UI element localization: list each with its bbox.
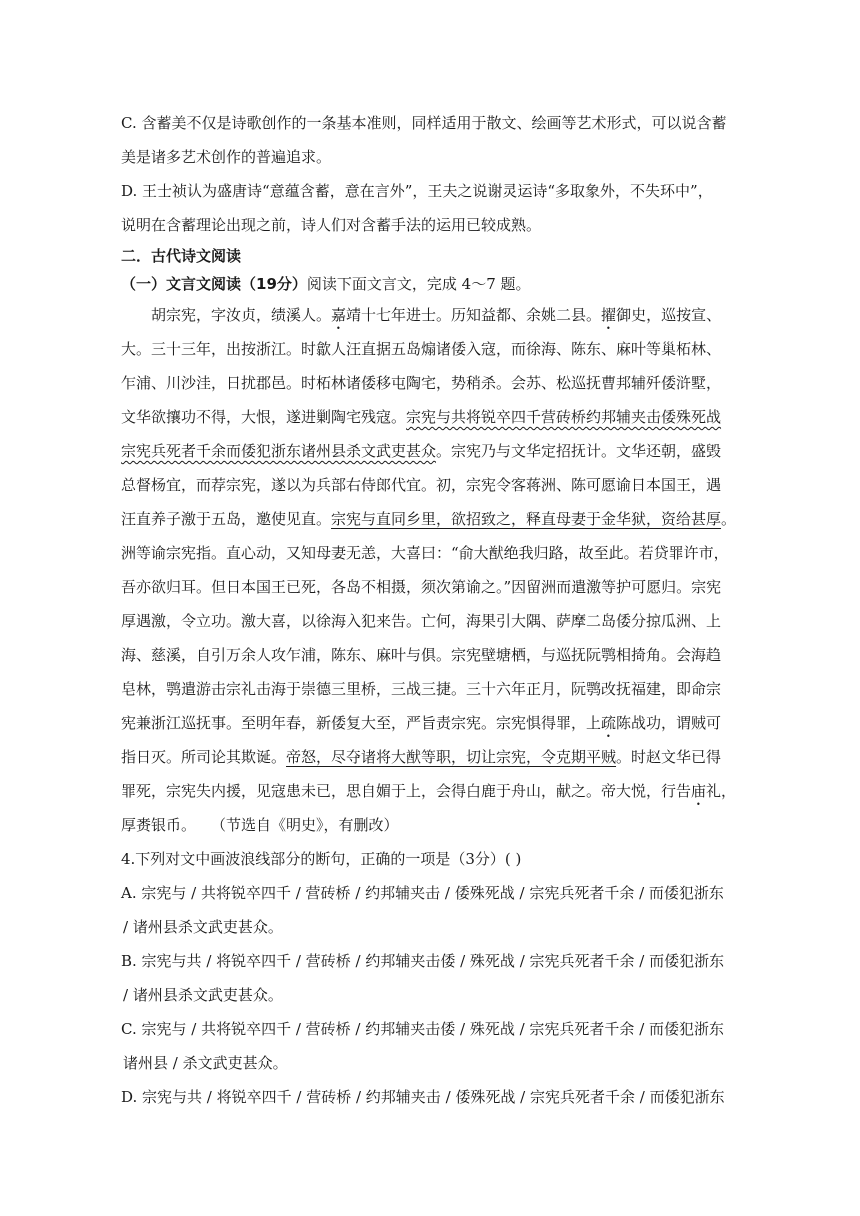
passage-line	[121, 434, 741, 468]
q4-option-a-line1: A. 宗宪与 / 共将锐卒四千 / 营砖桥 / 约邦辅夹击 / 倭殊死战 / 宗宪兵死者千余 / 而倭犯浙东	[121, 884, 724, 902]
passage-text: 靖十七年进士。历知益都、余姚二县。	[346, 306, 602, 324]
wavy-underlined-text: 宗宪兵死者千余而倭犯浙东诸州县杀文武吏甚众	[121, 442, 437, 460]
passage-line: 厚遇激，令立功。激大喜，以徐海入犯来告。亡何，海果引大隅、萨摩二岛倭分掠瓜洲、上	[121, 612, 722, 630]
passage-text: 礼，	[706, 782, 737, 800]
passage-line	[121, 774, 741, 808]
q4-option-d-line1: D. 宗宪与共 / 将锐卒四千 / 营砖桥 / 约邦辅夹击 / 倭殊死战 / 宗宪兵死者千余 / 而倭犯浙东	[121, 1088, 725, 1106]
passage-text: 宪兼浙江巡抚事。至明年春，新倭复大至，严旨责宗宪。宗宪惧得罪，上	[121, 714, 602, 732]
q3-option-d-line2: 说明在含蓄理论出现之前，诗人们对含蓄手法的运用已较成熟。	[121, 216, 542, 234]
wavy-underlined-text: 宗宪与共将锐卒四千营砖桥约邦辅夹击倭殊死战	[406, 408, 722, 426]
passage-text: 。时赵文华已得	[616, 748, 722, 766]
subsection-title: （一）文言文阅读（19分）	[121, 275, 307, 293]
passage-line	[121, 400, 741, 434]
q3-option-c-line2: 美是诸多艺术创作的普遍追求。	[121, 148, 332, 166]
passage-line: 皂林，鹗遣游击宗礼击海于崇德三里桥，三战三捷。三十六年正月，阮鹗改抚福建，即命宗	[121, 680, 722, 698]
q4-stem: 4.下列对文中画波浪线部分的断句，正确的一项是（3分）( )	[121, 850, 522, 868]
q4-option-b-line2: / 诸州县杀文武吏甚众。	[123, 986, 283, 1004]
passage-line: 吾亦欲归耳。但日本国王已死，各岛不相摄，须次第谕之。”因留洲而遣激等护可愿归。宗宪	[121, 578, 722, 596]
passage-line: 大。三十三年，出按浙江。时歙人汪直据五岛煽诸倭入寇，而徐海、陈东、麻叶等巢柘林、	[121, 340, 722, 358]
document-page	[121, 106, 741, 1114]
passage-source-line: 厚赉银币。 （节选自《明史》，有删改）	[121, 816, 399, 834]
passage-text: 胡宗宪，字汝贞，绩溪人。	[151, 306, 332, 324]
q3-option-d-line1: D. 王士祯认为盛唐诗“意蕴含蓄，意在言外”，王夫之说谢灵运诗“多取象外，不失环中”，	[121, 182, 713, 200]
passage-text: 。	[721, 510, 737, 528]
passage-line: 洲等谕宗宪指。直心动，又知母妻无恙，大喜曰：“俞大猷绝我归路，故至此。若贷罪许市，	[121, 544, 729, 562]
passage-line	[121, 740, 741, 774]
emphasis-char: 擢	[601, 306, 617, 324]
section-heading: 二．古代诗文阅读	[121, 247, 242, 265]
passage-text: 汪直养子激于五岛，邀使见直。	[121, 510, 332, 528]
subsection-heading	[121, 270, 741, 298]
passage-line: 乍浦、川沙洼，日扰郡邑。时柘林诸倭移屯陶宅，势稍杀。会苏、松巡抚曹邦辅歼倭浒墅，	[121, 374, 722, 392]
q4-option-a-line2: / 诸州县杀文武吏甚众。	[123, 918, 283, 936]
passage-text: 陈战功，谓贼可	[616, 714, 722, 732]
emphasis-char: 庙	[691, 782, 707, 800]
passage-text: 指日灭。所司论其欺诞。	[121, 748, 287, 766]
passage-text: 。宗宪乃与文华定招抚计。文华还朝，盛毁	[436, 442, 722, 460]
passage-line	[121, 706, 741, 740]
subsection-instruction: 阅读下面文言文，完成 4～7 题。	[306, 275, 531, 293]
underlined-text: 宗宪与直同乡里，欲招致之，释直母妻于金华狱，资给甚厚	[331, 510, 722, 528]
passage-text: 文华欲攘功不得，大恨，遂进剿陶宅残寇。	[121, 408, 407, 426]
passage-line	[121, 502, 741, 536]
q4-option-c-line1: C. 宗宪与 / 共将锐卒四千 / 营砖桥 / 约邦辅夹击倭 / 殊死战 / 宗宪兵死者千余 / 而倭犯浙东	[121, 1020, 725, 1038]
passage-text: 罪死，宗宪失内援，见寇患未已，思自媚于上，会得白鹿于舟山，献之。帝大悦，行告	[121, 782, 692, 800]
emphasis-char: 嘉	[331, 306, 347, 324]
passage-line: 总督杨宜，而荐宗宪，遂以为兵部右侍郎代宜。初，宗宪令客蒋洲、陈可愿谕日本国王，遇	[121, 476, 722, 494]
passage-text: 御史，巡按宣、	[616, 306, 722, 324]
emphasis-char: 疏	[601, 714, 617, 732]
underlined-text: 帝怒，尽夺诸将大猷等职，切让宗宪，令克期平贼	[286, 748, 617, 766]
passage-line	[121, 298, 741, 332]
passage-line: 海、慈溪，自引万余人攻乍浦，陈东、麻叶与俱。宗宪壁塘栖，与巡抚阮鹗相掎角。会海趋	[121, 646, 722, 664]
q4-option-c-line2: 诸州县 / 杀文武吏甚众。	[123, 1054, 288, 1072]
q4-option-b-line1: B. 宗宪与共 / 将锐卒四千 / 营砖桥 / 约邦辅夹击倭 / 殊死战 / 宗宪兵死者千余 / 而倭犯浙东	[121, 952, 725, 970]
q3-option-c-line1: C. 含蓄美不仅是诗歌创作的一条基本准则，同样适用于散文、绘画等艺术形式，可以说含蓄	[121, 114, 727, 132]
